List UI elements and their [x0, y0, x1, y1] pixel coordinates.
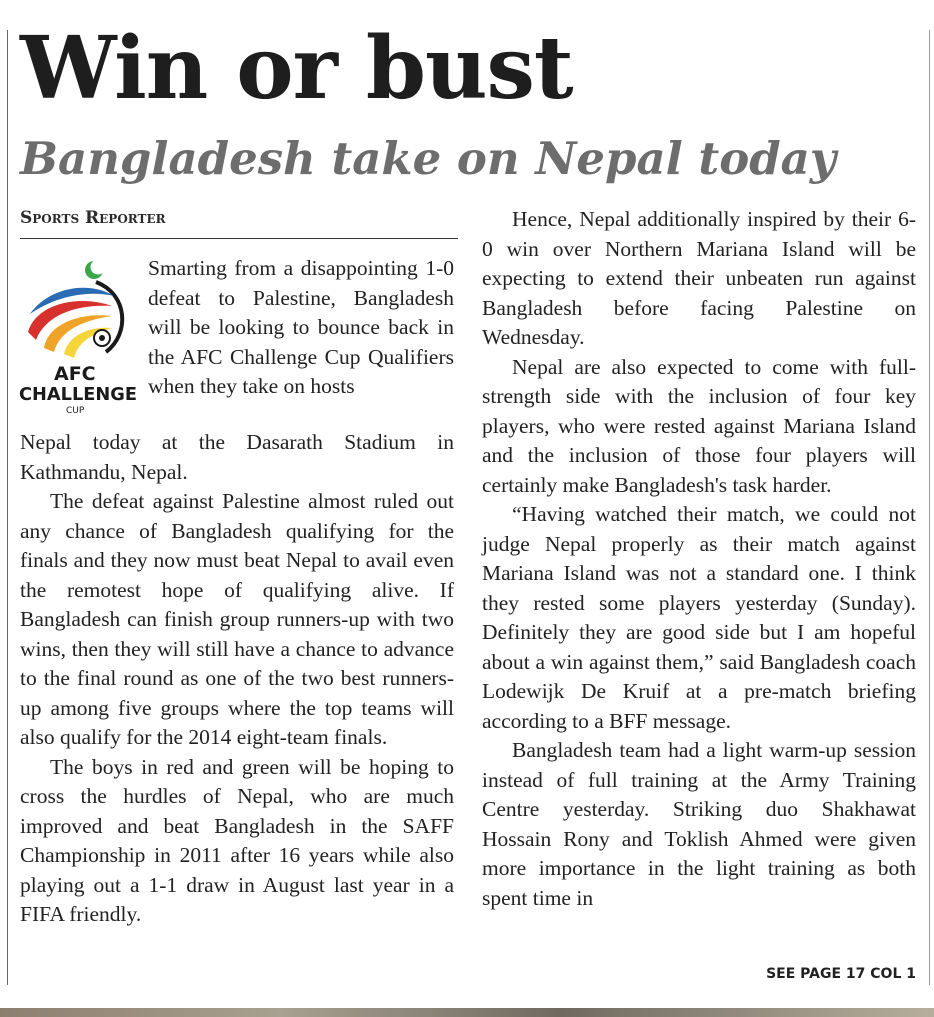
logo-text-afc: AFC: [54, 363, 96, 385]
article-paragraph-1-rest: Nepal today at the Dasarath Stadium in Kathmandu, Nepal.: [20, 430, 454, 484]
article-paragraph-7: Bangladesh team had a light warm-up session instead of full training at the Army Training Centre yesterday. Striking duo Shakhawat Hossain Rony and Toklish Ahmed were given more importance in the light training as both spent time in: [482, 738, 916, 910]
logo-text-challenge: CHALLENGE: [19, 384, 137, 405]
article-paragraph-3: The boys in red and green will be hoping to cross the hurdles of Nepal, who are much improved and beat Bangladesh in the SAFF Championship in 2011 after 16 years while also playing out a 1-1 draw in August last year in a FIFA friendly.: [20, 754, 454, 926]
logo-blue-swoosh: [30, 288, 114, 314]
byline: Sports Reporter: [20, 208, 166, 228]
continuation-jump-link[interactable]: SEE PAGE 17 COL 1: [766, 966, 916, 982]
article-paragraph-4: Hence, Nepal additionally inspired by their 6-0 win over Northern Mariana Island will be expecting to extend their unbeaten run against Bangladesh before facing Palestine on Wednesday.: [482, 207, 916, 349]
logo-text-cup: CUP: [66, 406, 85, 416]
bottom-image-strip: [0, 1008, 934, 1017]
article-column-1: [20, 428, 454, 930]
article-paragraph-2: The defeat against Palestine almost ruled out any chance of Bangladesh qualifying for the finals and they now must beat Nepal to avail even the remotest hope of qualifying alive. If Bangladesh can finish group runners-up with two wins, then they will still have a chance to advance to the final round as one of the two best runners-up among five groups where the top teams will also qualify for the 2014 eight-team finals.: [20, 489, 454, 749]
headline: Win or bust: [20, 18, 573, 119]
article-paragraph-6: “Having watched their match, we could not judge Nepal properly as their match against Mariana Island was not a standard one. I think they rested some players yesterday (Sunday). Definitely they are good side but I am hopeful about a win against them,” said Bangladesh coach Lodewijk De Kruif at a pre-match briefing according to a BFF message.: [482, 502, 916, 733]
article-paragraph-1-lead: Smarting from a disappointing 1-0 defeat to Palestine, Bangladesh will be looking to bounce back in the AFC Challenge Cup Qualifiers when they take on hosts: [148, 256, 454, 398]
left-column-rule: [7, 30, 8, 985]
byline-divider: [20, 238, 458, 239]
article-lead-wrap: [148, 254, 454, 402]
afc-challenge-cup-logo: [18, 254, 140, 416]
article-column-2: [482, 205, 916, 913]
article-paragraph-5: Nepal are also expected to come with full-strength side with the inclusion of four key players, who were rested against Mariana Island and the inclusion of those four players will certainly make Bangladesh's task harder.: [482, 354, 916, 497]
right-column-rule: [929, 30, 930, 985]
subheadline: Bangladesh take on Nepal today: [20, 132, 836, 185]
